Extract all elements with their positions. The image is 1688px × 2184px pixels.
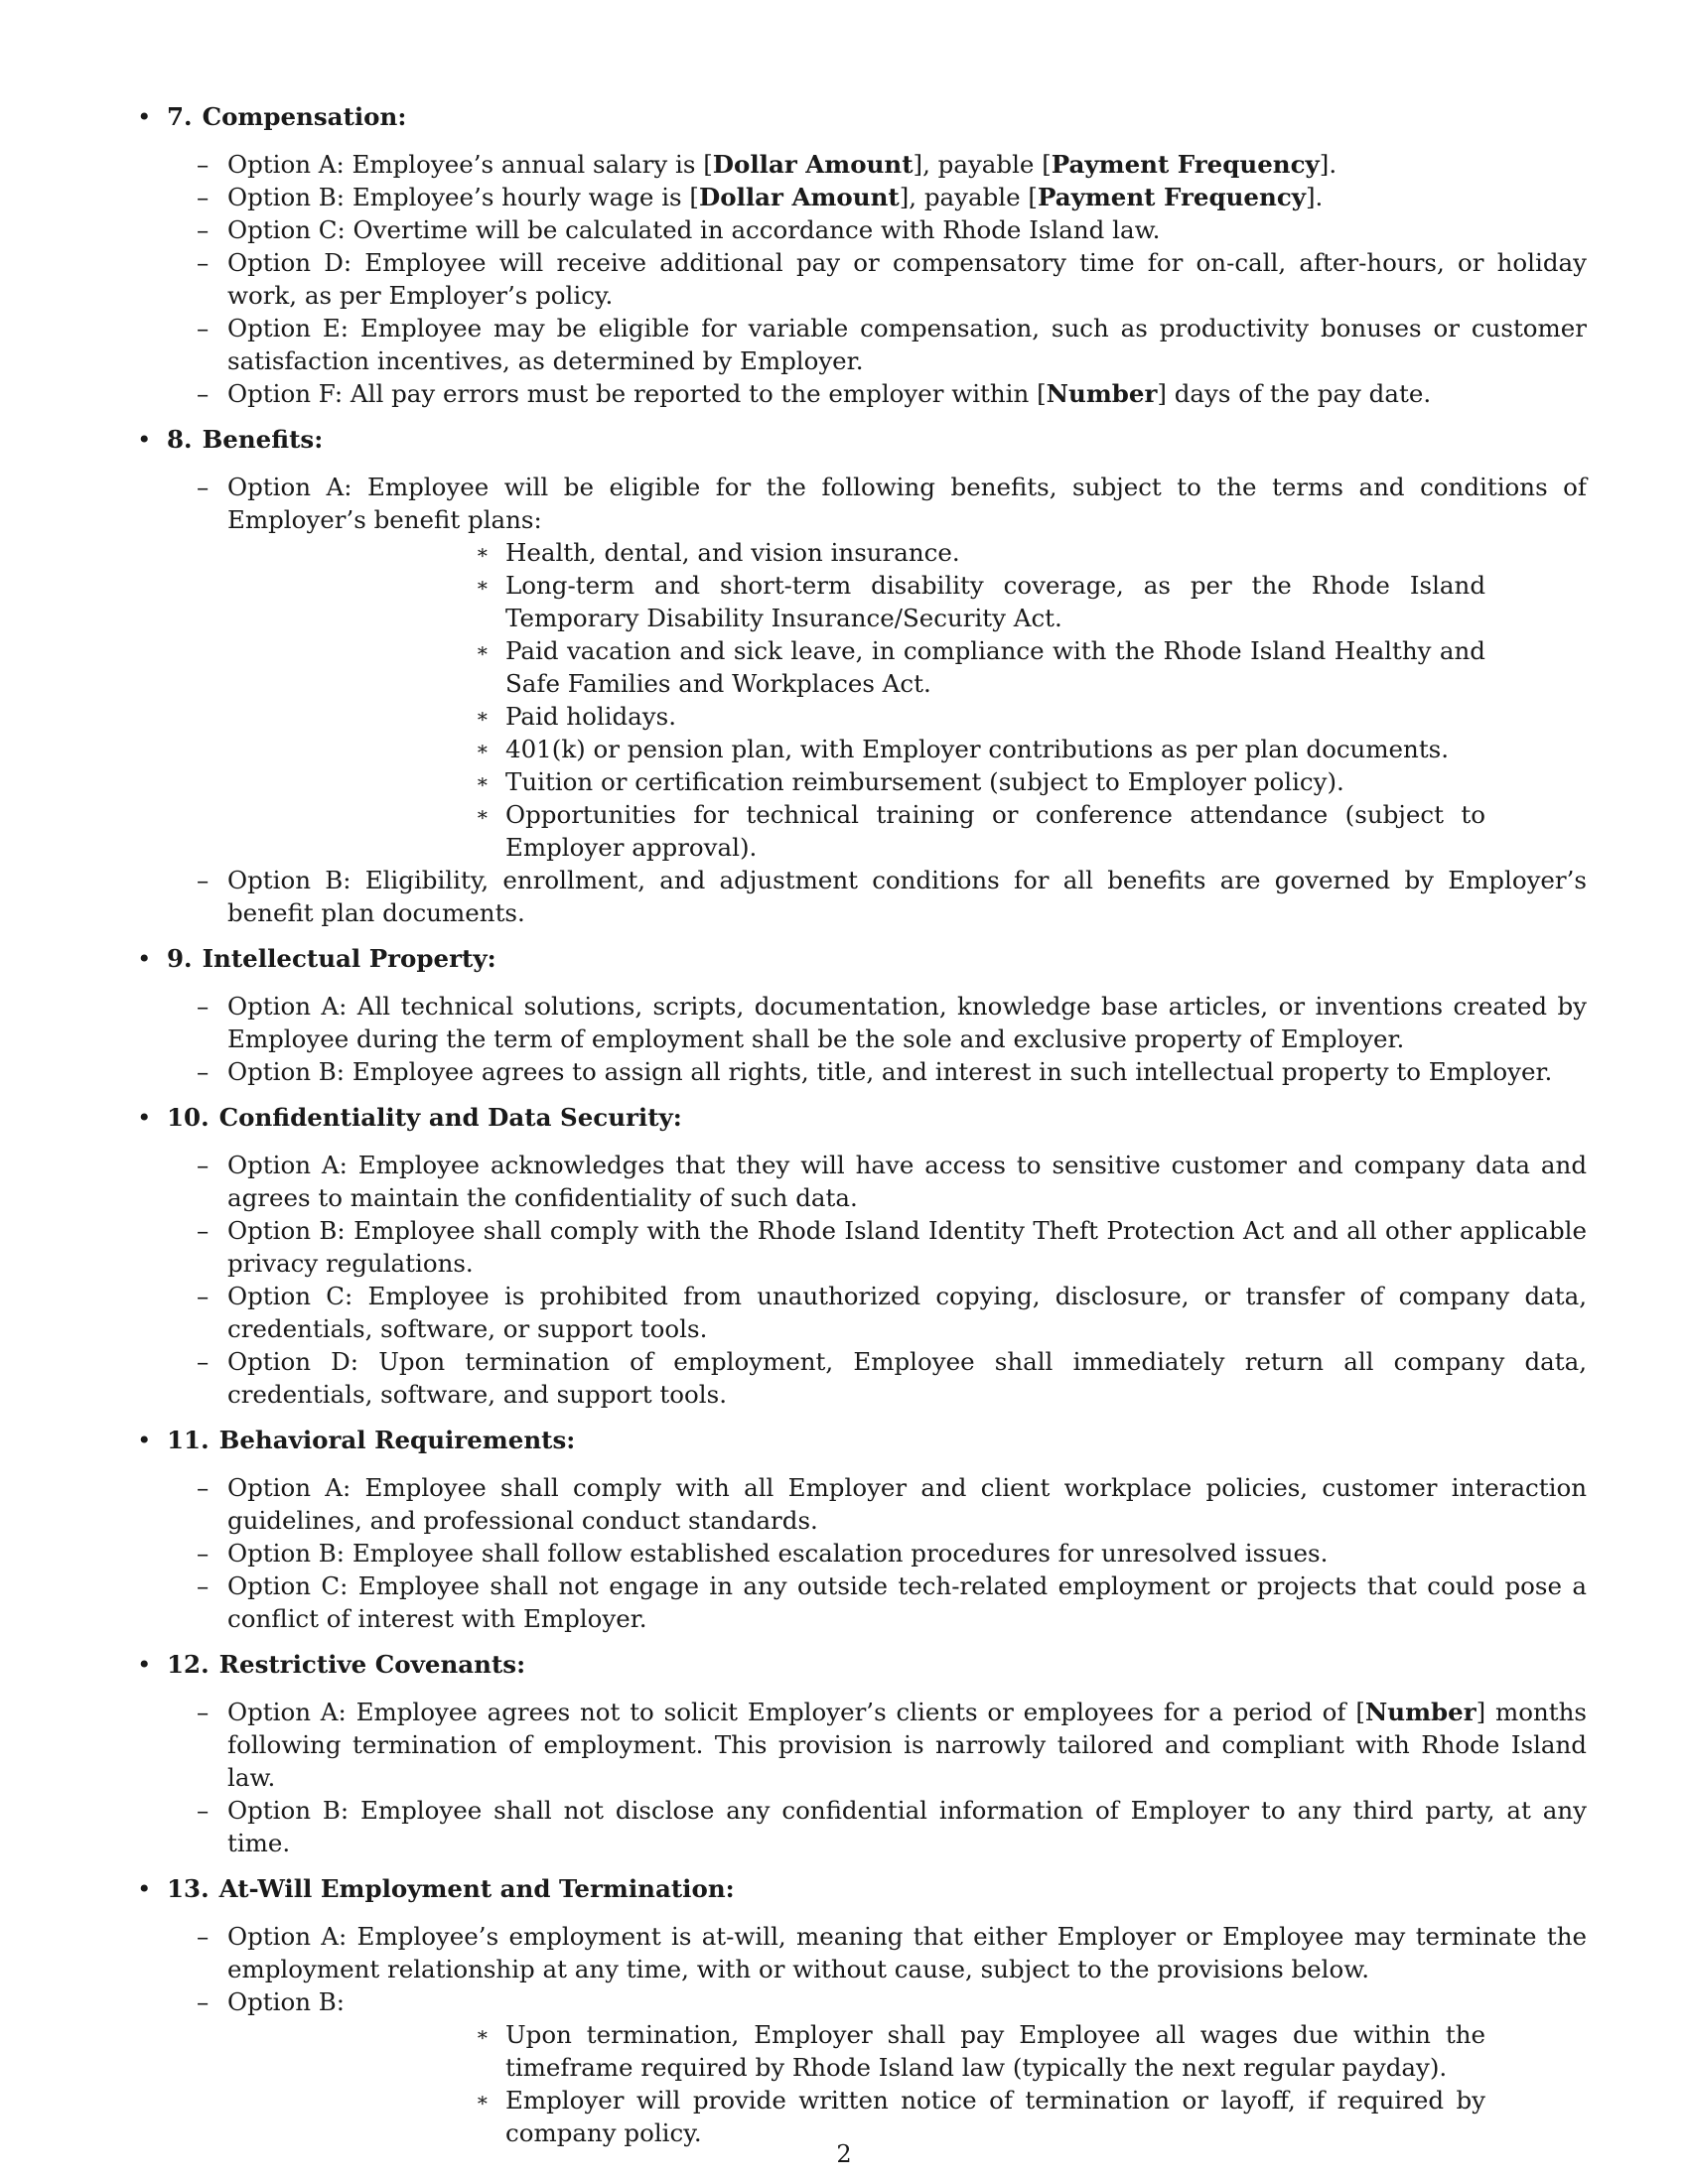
dash-bullet-icon: – [197,183,210,211]
option-item [0,990,1688,1055]
dash-bullet-icon: – [197,992,210,1021]
section-heading [0,1648,1688,1682]
dash-bullet-icon: – [197,215,210,244]
asterisk-bullet-icon: ∗ [476,704,490,728]
bullet-icon: • [137,1103,152,1132]
asterisk-bullet-icon: ∗ [476,638,490,662]
placeholder-field: Dollar Amount [712,150,914,179]
option-list [0,148,1688,410]
placeholder-field: Payment Frequency [1051,150,1320,179]
bullet-icon: • [137,1650,152,1679]
placeholder-field: Number [1364,1698,1477,1726]
section-number: 12. [167,1650,210,1679]
sub-item-text: Paid vacation and sick leave, in compliance with the Rhode Island Healthy and Safe Families and Workplaces Act. [505,636,1485,698]
section-title: Confidentiality and Data Security: [218,1103,682,1132]
bullet-icon: • [137,1426,152,1454]
section-number: 7. [167,102,193,131]
option-item [0,1920,1688,1985]
dash-bullet-icon: – [197,1151,210,1179]
option-text: Option A: Employee acknowledges that they will have access to sensitive customer and company data and agrees to maintain the confidentiality of such data. [227,1151,1587,1212]
option-item [0,148,1688,181]
asterisk-bullet-icon: ∗ [476,737,490,760]
option-list [0,1920,1688,2149]
option-item [0,1696,1688,1794]
option-text: Option A: All technical solutions, scripts, documentation, knowledge base articles, or inventions created by Employee during the term of employment shall be the sole and exclusive property of Employer. [227,992,1587,1053]
section-number: 8. [167,425,193,454]
sub-item [227,569,1587,634]
dash-bullet-icon: – [197,1922,210,1951]
option-item [0,1985,1688,2149]
option-item [0,181,1688,213]
section-heading [0,423,1688,457]
asterisk-bullet-icon: ∗ [476,2088,490,2112]
option-text: Option B: Employee shall follow established escalation procedures for unresolved issues. [227,1539,1329,1568]
dash-bullet-icon: – [197,1216,210,1245]
option-text: Option C: Employee shall not engage in any outside tech-related employment or projects that could pose a conflict of interest with Employer. [227,1571,1587,1633]
sub-item-list [227,2018,1587,2149]
sub-item-text: Tuition or certification reimbursement (subject to Employer policy). [505,767,1344,796]
option-text: ]. [1305,183,1324,211]
option-item [0,1570,1688,1635]
dash-bullet-icon: – [197,379,210,408]
sub-item-text: 401(k) or pension plan, with Employer contributions as per plan documents. [505,735,1450,763]
page-number: 2 [836,2140,852,2168]
sub-item [227,765,1587,798]
dash-bullet-icon: – [197,1057,210,1086]
option-text: Option D: Employee will receive additional pay or compensatory time for on-call, after-hours, or holiday work, as per Employer’s policy. [227,248,1587,310]
section-heading [0,1424,1688,1457]
option-item [0,1471,1688,1537]
dash-bullet-icon: – [197,1539,210,1568]
asterisk-bullet-icon: ∗ [476,2022,490,2046]
option-text: Option A: Employee’s employment is at-will, meaning that either Employer or Employee may terminate the employment relationship at any time, with or without cause, subject to the provisions below. [227,1922,1587,1983]
sub-item [227,2018,1587,2084]
option-text: Option C: Overtime will be calculated in accordance with Rhode Island law. [227,215,1161,244]
option-text: Option D: Upon termination of employment, Employee shall immediately return all company data, credentials, software, and support tools. [227,1347,1587,1409]
section-heading [0,1872,1688,1906]
section-number: 10. [167,1103,210,1132]
sub-item-list [227,536,1587,864]
section [0,1424,1688,1635]
section-title: At-Will Employment and Termination: [218,1874,735,1903]
option-text: Option A: Employee will be eligible for the following benefits, subject to the terms and conditions of Employer’s benefit plans: [227,473,1587,534]
dash-bullet-icon: – [197,1987,210,2016]
option-text: Option B: [227,1987,346,2016]
bullet-icon: • [137,944,152,973]
dash-bullet-icon: – [197,150,210,179]
option-text: Option B: Employee agrees to assign all rights, title, and interest in such intellectual property to Employer. [227,1057,1553,1086]
sub-item-text: Opportunities for technical training or conference attendance (subject to Employer approval). [505,800,1485,862]
sub-item-text: Health, dental, and vision insurance. [505,538,960,567]
bullet-icon: • [137,425,152,454]
section-heading [0,100,1688,134]
option-text: Option B: Employee shall comply with the Rhode Island Identity Theft Protection Act and all other applicable privacy regulations. [227,1216,1587,1278]
asterisk-bullet-icon: ∗ [476,802,490,826]
placeholder-field: Dollar Amount [698,183,900,211]
option-text: Option A: Employee shall comply with all Employer and client workplace policies, customer interaction guidelines, and professional conduct standards. [227,1473,1587,1535]
option-text: ], payable [ [899,183,1038,211]
option-text: Option B: Eligibility, enrollment, and adjustment conditions for all benefits are governed by Employer’s benefit plan documents. [227,866,1587,927]
dash-bullet-icon: – [197,473,210,501]
section-title: Compensation: [202,102,407,131]
option-text: ] days of the pay date. [1157,379,1432,408]
dash-bullet-icon: – [197,1698,210,1726]
section-heading [0,942,1688,976]
section-title: Benefits: [202,425,324,454]
sub-item [227,733,1587,765]
sub-item [227,536,1587,569]
option-item [0,1214,1688,1280]
section-title: Intellectual Property: [202,944,496,973]
section-title: Restrictive Covenants: [218,1650,526,1679]
dash-bullet-icon: – [197,1347,210,1376]
sub-item-text: Employer will provide written notice of termination or layoff, if required by company policy. [505,2086,1485,2147]
bullet-icon: • [137,1874,152,1903]
section [0,1872,1688,2149]
bullet-icon: • [137,102,152,131]
section [0,1101,1688,1411]
option-item [0,1345,1688,1411]
asterisk-bullet-icon: ∗ [476,573,490,597]
section [0,423,1688,929]
option-text: Option A: Employee’s annual salary is [ [227,150,713,179]
section-number: 13. [167,1874,210,1903]
section-list [0,100,1688,2162]
option-item [0,1537,1688,1570]
dash-bullet-icon: – [197,1571,210,1600]
option-text: ] months following termination of employment. This provision is narrowly tailored and compliant with Rhode Island law. [227,1698,1587,1792]
sub-item-text: Long-term and short-term disability coverage, as per the Rhode Island Temporary Disability Insurance/Security Act. [505,571,1485,632]
dash-bullet-icon: – [197,1282,210,1310]
section [0,1648,1688,1859]
sub-item-text: Upon termination, Employer shall pay Employee all wages due within the timeframe required by Rhode Island law (typically the next regular payday). [505,2020,1485,2082]
option-item [0,213,1688,246]
dash-bullet-icon: – [197,1473,210,1502]
sub-item [227,798,1587,864]
section-number: 11. [167,1426,210,1454]
asterisk-bullet-icon: ∗ [476,540,490,564]
option-list [0,1696,1688,1859]
option-text: Option B: Employee’s hourly wage is [ [227,183,699,211]
option-list [0,990,1688,1088]
option-item [0,1149,1688,1214]
option-text: Option C: Employee is prohibited from unauthorized copying, disclosure, or transfer of company data, credentials, software, or support tools. [227,1282,1587,1343]
option-item [0,1794,1688,1859]
asterisk-bullet-icon: ∗ [476,769,490,793]
option-item [0,377,1688,410]
option-item [0,1280,1688,1345]
option-item [0,864,1688,929]
option-text: ], payable [ [913,150,1052,179]
placeholder-field: Payment Frequency [1037,183,1306,211]
option-item [0,246,1688,312]
section [0,100,1688,410]
section [0,942,1688,1088]
option-text: Option E: Employee may be eligible for variable compensation, such as productivity bonuses or customer satisfaction incentives, as determined by Employer. [227,314,1587,375]
dash-bullet-icon: – [197,314,210,342]
dash-bullet-icon: – [197,1796,210,1825]
option-text: Option A: Employee agrees not to solicit Employer’s clients or employees for a period of [ [227,1698,1365,1726]
option-list [0,1149,1688,1411]
option-item [0,471,1688,864]
sub-item-text: Paid holidays. [505,702,676,731]
option-text: Option B: Employee shall not disclose any confidential information of Employer to any third party, at any time. [227,1796,1587,1857]
placeholder-field: Number [1046,379,1158,408]
option-item [0,312,1688,377]
dash-bullet-icon: – [197,248,210,277]
section-title: Behavioral Requirements: [218,1426,576,1454]
dash-bullet-icon: – [197,866,210,894]
option-list [0,1471,1688,1635]
option-text: Option F: All pay errors must be reported to the employer within [ [227,379,1047,408]
section-number: 9. [167,944,193,973]
sub-item [227,700,1587,733]
sub-item [227,634,1587,700]
option-item [0,1055,1688,1088]
option-list [0,471,1688,929]
option-text: ]. [1319,150,1337,179]
section-heading [0,1101,1688,1135]
